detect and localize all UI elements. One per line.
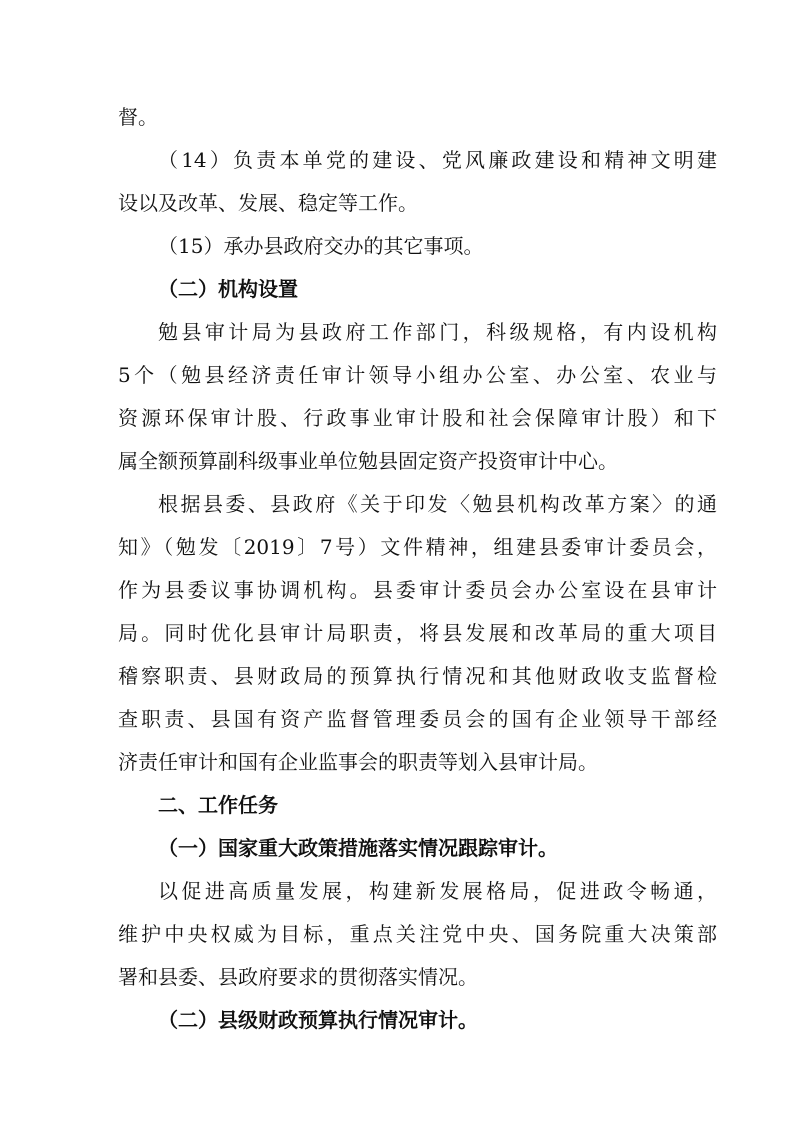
body-text-line: 维护中央权威为目标，重点关注党中央、国务院重大决策部 [118,922,717,946]
body-text-line: 济责任审计和国有企业监事会的职责等划入县审计局。 [118,750,598,774]
body-text-line: （15）承办县政府交办的其它事项。 [158,234,484,258]
body-text-line: 查职责、县国有资产监督管理委员会的国有企业领导干部经 [118,707,717,731]
body-text-line: 属全额预算副科级事业单位勉县固定资产投资审计中心。 [118,449,618,473]
section-subheading: （二）机构设置 [158,277,298,301]
body-text-line: （14）负责本单党的建设、党风廉政建设和精神文明建 [158,148,717,172]
body-text-line: 稽察职责、县财政局的预算执行情况和其他财政收支监督检 [118,664,717,688]
body-text-line: 知》（勉发〔2019〕7号）文件精神，组建县委审计委员会， [118,535,717,559]
body-text-line: 勉县审计局为县政府工作部门，科级规格，有内设机构 [158,320,717,344]
section-subheading: （二）县级财政预算执行情况审计。 [158,1008,478,1032]
body-text-line: 以促进高质量发展，构建新发展格局，促进政令畅通， [158,879,717,903]
body-text-line: 作为县委议事协调机构。县委审计委员会办公室设在县审计 [118,578,717,602]
body-text-line: 资源环保审计股、行政事业审计股和社会保障审计股）和下 [118,406,717,430]
body-text-line: 局。同时优化县审计局职责，将县发展和改革局的重大项目 [118,621,717,645]
body-text-line: 署和县委、县政府要求的贯彻落实情况。 [118,965,478,989]
body-text-line: 根据县委、县政府《关于印发〈勉县机构改革方案〉的通 [158,492,717,516]
section-heading: 二、工作任务 [158,793,278,817]
body-text-line: 5个（勉县经济责任审计领导小组办公室、办公室、农业与 [118,363,717,387]
body-text-line: 设以及改革、发展、稳定等工作。 [118,191,418,215]
section-subheading: （一）国家重大政策措施落实情况跟踪审计。 [158,836,558,860]
body-text-line: 督。 [118,105,158,129]
